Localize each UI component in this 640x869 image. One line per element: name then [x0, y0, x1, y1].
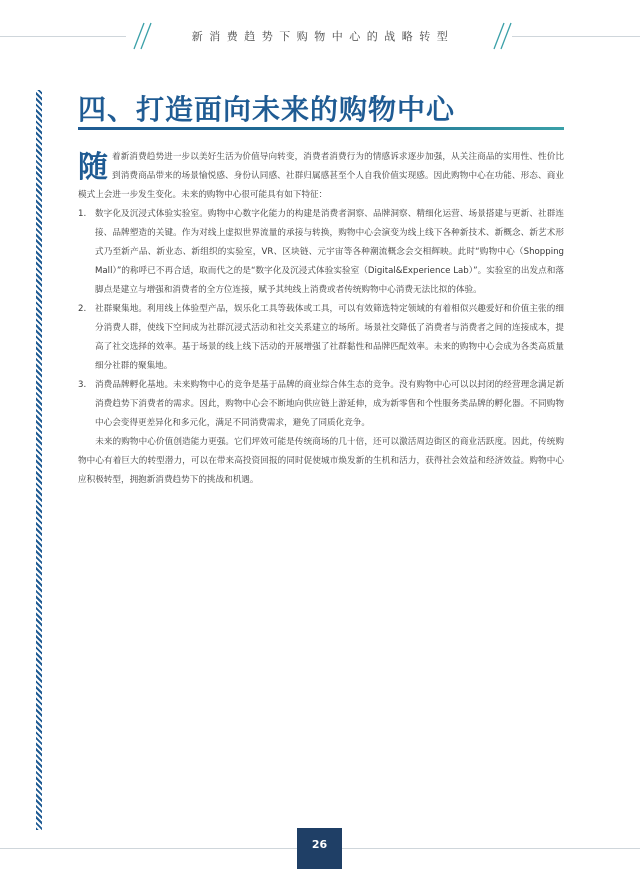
- footer-rule-left: [0, 848, 297, 849]
- list-item: [78, 205, 564, 300]
- list-item-number: 3.: [78, 380, 87, 390]
- list-item-text: 数字化及沉浸式体验实验室。购物中心数字化能力的构建是消费者洞察、品牌洞察、精细化运营、场景搭建与更新、社群连接、品牌塑造的关键。作为对线上虚拟世界流量的承接与转换，购物中心会演变为线上线下各种新技术、新概念、新艺术形式乃至新产品、新业态、新组织的实验室，VR、区块链、元宇宙等各种潮流概念会交相辉映。此时“购物中心（Shopping Mall）”的称呼已不再合适，取而代之的是“数字化及沉浸式体验实验室（Digital&Experience Lab）”。实验室的出发点和落脚点是建立与增强和消费者的全方位连接，赋予其纯线上消费或者传统购物中心消费无法比拟的体验。: [95, 209, 564, 295]
- feature-list: [78, 205, 564, 433]
- dropcap: 随: [78, 150, 108, 185]
- header-slash-right-icon: [492, 22, 514, 50]
- header-rule-right: [512, 36, 640, 37]
- list-item-text: 消费品牌孵化基地。未来购物中心的竞争是基于品牌的商业综合体生态的竞争。没有购物中心可以以封闭的经营理念满足新消费趋势下消费者的需求。因此，购物中心会不断地向供应链上游延伸，成为新零售和个性服务类品牌的孵化器。不同购物中心会变得更差异化和多元化，满足不同消费需求，避免了同质化竞争。: [95, 380, 564, 428]
- section-title: 四、打造面向未来的购物中心: [78, 93, 456, 126]
- list-item-text: 社群聚集地。利用线上体验型产品，娱乐化工具等载体或工具，可以有效筛选特定领域的有着相似兴趣爱好和价值主张的细分消费人群，使线下空间成为社群沉浸式活动和社交关系建立的场所。场景社交降低了消费者与消费者之间的连接成本，提高了社交选择的效率。基于场景的线上线下活动的开展增强了社群黏性和品牌匹配效率。未来的购物中心会成为各类高质量细分社群的聚集地。: [95, 304, 564, 371]
- footer-rule-right: [342, 848, 640, 849]
- list-item-number: 1.: [78, 209, 87, 219]
- page-number: 26: [297, 828, 342, 869]
- header-slash-left-icon: [132, 22, 154, 50]
- list-item: [78, 300, 564, 376]
- header-rule-left: [0, 36, 126, 37]
- body-content: [78, 148, 564, 490]
- intro-paragraph: [78, 148, 564, 205]
- running-header-title: 新消费趋势下购物中心的战略转型: [191, 30, 455, 43]
- list-item: [78, 376, 564, 433]
- intro-text: 着新消费趋势进一步以美好生活为价值导向转变，消费者消费行为的情感诉求逐步加强，从关注商品的实用性、性价比到消费商品带来的场景愉悦感、身份认同感、社群归属感甚至个人自我价值实现感。因此购物中心在功能、形态、商业模式上会进一步发生变化。未来的购物中心很可能具有如下特征：: [78, 152, 564, 200]
- section-title-underline: [78, 127, 564, 130]
- closing-paragraph: 未来的购物中心价值创造能力更强。它们坪效可能是传统商场的几十倍，还可以激活周边街区的商业活跃度。因此，传统购物中心有着巨大的转型潜力，可以在带来高投资回报的同时促使城市焕发新的生机和活力，获得社会效益和经济效益。购物中心应积极转型，拥抱新消费趋势下的挑战和机遇。: [78, 437, 564, 485]
- decorative-side-stripe: [36, 90, 42, 830]
- list-item-number: 2.: [78, 304, 87, 314]
